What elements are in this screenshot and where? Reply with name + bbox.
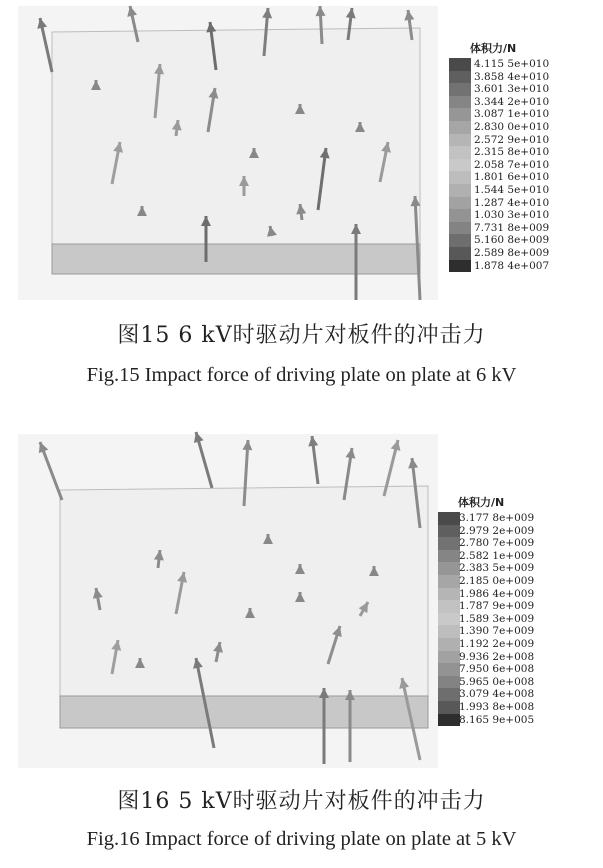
legend-value: 3.079 4e+008 bbox=[459, 688, 535, 701]
plate-top-face bbox=[52, 28, 420, 244]
legend-value-labels bbox=[474, 58, 549, 272]
plate-side-face bbox=[60, 696, 428, 728]
legend-swatch bbox=[438, 701, 460, 714]
legend-swatch bbox=[438, 562, 460, 575]
legend-value: 1.030 3e+010 bbox=[474, 209, 550, 222]
legend-swatch bbox=[449, 83, 471, 96]
legend-value: 1.544 5e+010 bbox=[474, 183, 550, 196]
legend-title: 体积力/N bbox=[458, 496, 505, 509]
legend-value: 3.344 2e+010 bbox=[474, 95, 550, 108]
legend-value: 2.589 8e+009 bbox=[474, 246, 550, 259]
legend-value: 2.185 0e+009 bbox=[459, 574, 535, 587]
plate-side-face bbox=[52, 244, 420, 274]
legend-swatch bbox=[449, 96, 471, 109]
legend-swatch bbox=[438, 550, 460, 563]
figure-16 bbox=[0, 428, 603, 768]
legend-swatch bbox=[438, 525, 460, 538]
legend-swatch bbox=[438, 688, 460, 701]
legend-swatch bbox=[438, 600, 460, 613]
legend-swatch bbox=[449, 159, 471, 172]
legend-swatch bbox=[449, 171, 471, 184]
legend-color-scale bbox=[438, 512, 460, 726]
legend-swatch bbox=[438, 625, 460, 638]
plate-top-face bbox=[60, 486, 428, 696]
figure-15-caption-cn: 图15 6 kV时驱动片对板件的冲击力 bbox=[117, 323, 486, 348]
legend-value: 5.160 8e+009 bbox=[474, 234, 550, 247]
legend-swatch bbox=[438, 663, 460, 676]
figure-16-caption-cn: 图16 5 kV时驱动片对板件的冲击力 bbox=[117, 789, 486, 814]
legend-value: 1.878 4e+007 bbox=[474, 259, 550, 272]
legend-swatch bbox=[438, 714, 460, 727]
legend-swatch bbox=[438, 575, 460, 588]
legend-swatch bbox=[449, 71, 471, 84]
legend-value: 1.287 4e+010 bbox=[474, 196, 550, 209]
legend-value: 1.589 3e+009 bbox=[459, 612, 535, 625]
legend-value: 3.087 1e+010 bbox=[474, 108, 550, 121]
legend-swatch bbox=[449, 234, 471, 247]
legend-swatch bbox=[449, 108, 471, 121]
legend-value: 3.858 4e+010 bbox=[474, 70, 550, 83]
legend-swatch bbox=[438, 651, 460, 664]
figure-16-caption-en: Fig.16 Impact force of driving plate on plate at 5 kV bbox=[86, 828, 517, 850]
legend-swatch bbox=[449, 146, 471, 159]
legend-swatch bbox=[449, 209, 471, 222]
legend-swatch bbox=[449, 58, 471, 71]
legend-value: 1.192 2e+009 bbox=[459, 637, 535, 650]
legend-value: 9.936 2e+008 bbox=[459, 650, 535, 663]
legend-value: 8.165 9e+005 bbox=[459, 713, 535, 726]
legend-swatch bbox=[438, 537, 460, 550]
legend-swatch bbox=[449, 184, 471, 197]
legend-swatch bbox=[438, 638, 460, 651]
legend-value: 2.830 0e+010 bbox=[474, 120, 550, 133]
legend-value: 7.731 8e+009 bbox=[474, 221, 550, 234]
legend-value: 4.115 5e+010 bbox=[474, 58, 550, 70]
legend-swatch bbox=[438, 613, 460, 626]
legend-value: 1.390 7e+009 bbox=[459, 625, 535, 638]
legend-value: 2.058 7e+010 bbox=[474, 158, 550, 171]
legend-color-scale bbox=[449, 58, 471, 272]
legend-value: 3.177 8e+009 bbox=[459, 512, 535, 524]
legend-value: 5.965 0e+008 bbox=[459, 675, 535, 688]
legend-value: 2.582 1e+009 bbox=[459, 549, 535, 562]
legend-swatch bbox=[438, 512, 460, 525]
legend-value: 1.986 4e+009 bbox=[459, 587, 535, 600]
legend-swatch bbox=[449, 121, 471, 134]
legend-swatch bbox=[449, 260, 471, 273]
legend-swatch bbox=[449, 222, 471, 235]
legend-value: 2.315 8e+010 bbox=[474, 146, 550, 159]
legend-value-labels bbox=[459, 512, 534, 726]
legend-swatch bbox=[438, 676, 460, 689]
figure-15 bbox=[0, 0, 603, 300]
legend-swatch bbox=[438, 588, 460, 601]
legend-swatch bbox=[449, 247, 471, 260]
legend-value: 1.787 9e+009 bbox=[459, 600, 535, 613]
legend-value: 2.979 2e+009 bbox=[459, 524, 535, 537]
legend-value: 7.950 6e+008 bbox=[459, 663, 535, 676]
legend-value: 2.383 5e+009 bbox=[459, 562, 535, 575]
legend-value: 1.801 6e+010 bbox=[474, 171, 550, 184]
legend-swatch bbox=[449, 197, 471, 210]
legend-value: 3.601 3e+010 bbox=[474, 83, 550, 96]
legend-value: 2.780 7e+009 bbox=[459, 537, 535, 550]
legend-value: 2.572 9e+010 bbox=[474, 133, 550, 146]
figure-15-caption-en: Fig.15 Impact force of driving plate on plate at 6 kV bbox=[86, 364, 517, 386]
legend-swatch bbox=[449, 134, 471, 147]
legend-value: 1.993 8e+008 bbox=[459, 700, 535, 713]
legend-title: 体积力/N bbox=[470, 42, 517, 55]
